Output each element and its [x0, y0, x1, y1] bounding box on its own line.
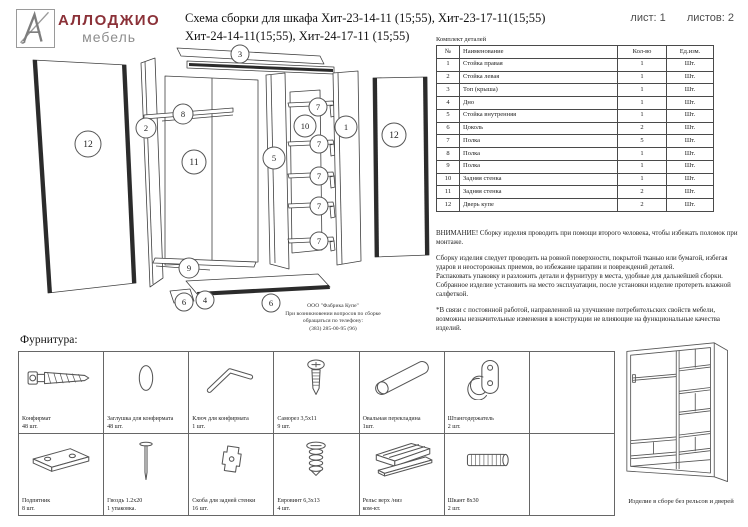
part-callout-number: 12 [389, 130, 399, 141]
left-door-panel [33, 60, 136, 293]
part-callout-number: 10 [300, 120, 310, 131]
hardware-cell-empty [530, 352, 615, 434]
table-row [437, 186, 714, 199]
hardware-item-screw [274, 352, 359, 434]
hardware-item-dowel [445, 434, 530, 516]
rod-holder-icon [445, 352, 529, 404]
hardware-item-name: Гвоздь 1.2х20 [107, 498, 143, 504]
hardware-item-qty: 2 шт. [447, 423, 461, 430]
table-cell: Полка [460, 135, 618, 148]
brand-subtitle: мебель [82, 29, 137, 45]
assembled-view-caption: Изделие в сборе без рельсов и дверей [628, 498, 734, 505]
table-row [437, 97, 714, 110]
table-row [437, 135, 714, 148]
foot-plate-icon [19, 434, 103, 486]
dowel-icon [445, 434, 529, 486]
hardware-item-qty: 16 шт. [192, 505, 209, 512]
assembly-notes [436, 230, 742, 341]
part-callout-number: 8 [180, 108, 186, 119]
table-cell: 5 [618, 135, 667, 148]
table-column-header: № [437, 46, 460, 59]
table-cell: 9 [437, 160, 460, 173]
table-cell: Топ (крыша) [460, 84, 618, 97]
title-line-2: Хит-24-14-11(15;55), Хит-24-17-11 (15;55) [185, 29, 410, 44]
hardware-item-euro-screw [274, 434, 359, 516]
table-cell: 1 [618, 71, 667, 84]
hardware-item-plug [104, 352, 189, 434]
table-cell: Задняя стенка [460, 173, 618, 186]
table-cell: 2 [437, 71, 460, 84]
parts-section [436, 36, 714, 212]
hardware-item-qty: 48 шт. [22, 423, 38, 430]
part-callout-number: 1 [343, 121, 349, 132]
part-callout-number: 7 [316, 138, 322, 149]
hardware-item-qty: 8 шт. [22, 505, 35, 512]
table-cell: Шт. [667, 186, 714, 199]
table-cell: 1 [618, 84, 667, 97]
bottom-panel [170, 274, 330, 303]
brand-name: АЛЛОДЖИО [58, 12, 161, 29]
table-cell: Шт. [667, 199, 714, 212]
table-cell: 2 [618, 186, 667, 199]
table-cell: Задняя стенка [460, 186, 618, 199]
screw-icon [274, 352, 358, 404]
right-stand-panel [333, 71, 361, 265]
table-cell: Шт. [667, 97, 714, 110]
table-row [437, 160, 714, 173]
table-cell: 1 [618, 173, 667, 186]
table-cell: Дно [460, 97, 618, 110]
sheets-total: листов: 2 [686, 12, 734, 24]
table-cell: Цоколь [460, 122, 618, 135]
hardware-item-foot-plate [19, 434, 104, 516]
table-cell: 11 [437, 186, 460, 199]
assembled-wardrobe-drawing [616, 340, 746, 492]
table-cell: 1 [618, 109, 667, 122]
hardware-item-qty: 4 шт. [277, 505, 291, 512]
manufacturer-note: ООО "Фабрика Купе" При возникновении вопросов по сборке обращаться по телефону: (383) 285-00-95 (96) [243, 303, 423, 333]
part-callout-number: 2 [143, 122, 149, 133]
assembled-view [616, 340, 746, 505]
hardware-item-qty: 1 шт. [192, 423, 206, 430]
part-callout-number: 12 [83, 139, 93, 150]
part-callout-number: 7 [316, 200, 322, 211]
table-row [437, 58, 714, 71]
nail-icon [104, 434, 188, 486]
part-callout-number: 4 [202, 294, 208, 305]
hardware-item-confirmat [19, 352, 104, 434]
hardware-item-name: Рельс верх /низ [362, 498, 402, 504]
table-column-header: Наименование [460, 46, 618, 59]
table-cell: 12 [437, 199, 460, 212]
confirmat-screw-icon [19, 352, 103, 404]
table-cell: 2 [618, 122, 667, 135]
hardware-item-hex-key [189, 352, 274, 434]
table-cell: Шт. [667, 71, 714, 84]
table-cell: Шт. [667, 109, 714, 122]
manufacturer-name: ООО "Фабрика Купе" [307, 303, 359, 309]
hardware-item-rail [360, 434, 445, 516]
sheet-info [630, 12, 734, 24]
table-cell: Шт. [667, 160, 714, 173]
hardware-item-name: Ключ для конфирмата [192, 416, 249, 422]
hardware-item-oval-rod [360, 352, 445, 434]
hardware-item-name: Евровинт 6,3х13 [277, 498, 320, 504]
rail-icon [360, 434, 444, 486]
left-stand-panel [141, 58, 163, 287]
hardware-item-name: Овальная перекладина [362, 416, 421, 422]
disclaimer-text: *В связи с постоянной работой, направленной на улучшение потребительских свойств мебели, возможны незначительные изменения в конструкции не влияющие на функциональные качества изделий. [436, 306, 720, 332]
hardware-item-qty: 1шт. [362, 423, 374, 430]
hardware-cell-empty [530, 434, 615, 516]
hardware-item-qty: ком-кт. [362, 505, 381, 512]
manufacturer-phone: (383) 285-00-95 (96) [309, 325, 357, 332]
hardware-item-name: Подпятник [22, 498, 51, 504]
title-line-1: Схема сборки для шкафа Хит-23-14-11 (15;55), Хит-23-17-11(15;55) [185, 11, 546, 25]
table-column-header: Кол-во [618, 46, 667, 59]
table-row [437, 122, 714, 135]
hardware-item-name: Шкант 8х30 [447, 498, 479, 504]
table-cell: Шт. [667, 58, 714, 71]
inner-stand-panel [266, 73, 289, 269]
table-cell: 3 [437, 84, 460, 97]
part-callout-number: 3 [237, 48, 243, 59]
table-cell: 10 [437, 173, 460, 186]
part-callout-number: 9 [186, 262, 192, 273]
table-cell: 7 [437, 135, 460, 148]
hardware-item-name: Скоба для задней стенки [192, 498, 256, 504]
table-cell: 4 [437, 97, 460, 110]
table-cell: Шт. [667, 148, 714, 161]
table-cell: Стойка внутренняя [460, 109, 618, 122]
table-row [437, 199, 714, 212]
hardware-item-name: Штангодержатель [447, 416, 494, 422]
sheet-number: лист: 1 [630, 12, 666, 24]
table-cell: 1 [618, 58, 667, 71]
table-cell: Стойка левая [460, 71, 618, 84]
euro-screw-icon [274, 434, 358, 486]
parts-table [436, 45, 714, 212]
table-cell: 6 [437, 122, 460, 135]
table-row [437, 109, 714, 122]
hardware-item-qty: 48 шт. [107, 423, 123, 430]
table-cell: Шт. [667, 135, 714, 148]
hardware-item-nail [104, 434, 189, 516]
hex-key-icon [189, 352, 273, 404]
top-panel [177, 48, 334, 74]
part-callout-number: 7 [316, 170, 322, 181]
hardware-item-qty: 9 шт. [277, 423, 291, 430]
part-callout-number: 5 [271, 152, 277, 163]
table-cell: 1 [618, 148, 667, 161]
assembly-diagram [0, 40, 430, 340]
part-callout-number: 7 [316, 235, 322, 246]
table-cell: Стойка правая [460, 58, 618, 71]
table-cell: 8 [437, 148, 460, 161]
hardware-item-name: Саморез 3,5х11 [277, 416, 317, 422]
table-cell: Шт. [667, 173, 714, 186]
hardware-item-qty: 2 шт. [447, 505, 461, 512]
table-cell: Шт. [667, 84, 714, 97]
table-cell: 5 [437, 109, 460, 122]
table-column-header: Ед.изм. [667, 46, 714, 59]
bracket-icon [189, 434, 273, 486]
part-callout-number: 6 [268, 297, 274, 308]
table-cell: Дверь купе [460, 199, 618, 212]
table-cell: 1 [618, 160, 667, 173]
table-cell: Шт. [667, 122, 714, 135]
oval-rod-icon [360, 352, 444, 404]
table-cell: 1 [618, 97, 667, 110]
table-row [437, 71, 714, 84]
hardware-grid [18, 351, 615, 516]
parts-table-body [437, 58, 714, 211]
part-callout-number: 11 [189, 157, 199, 168]
hardware-item-name: Конфирмат [22, 416, 51, 422]
hardware-item-rod-holder [445, 352, 530, 434]
table-row [437, 148, 714, 161]
warning-text: ВНИМАНИЕ! Сборку изделия проводить при помощи второго человека, чтобы избежать поломок при монтаже. [436, 230, 738, 246]
handling-text: Сборку изделия следует проводить на ровной поверхности, покрытой тканью или бумагой, избегая ударов и неосторожных приемов, во избежание царапин и повреждений деталей. Распаковать упаковку и разложить детали и фурнитуру в места, удобные для дальнейшей сборки. Собранное изделие установить на место эксплуатации, после установки изделие протереть влажной салфеткой. [436, 254, 731, 298]
hardware-item-name: Заглушка для конфирмата [107, 416, 174, 422]
table-cell: Полка [460, 148, 618, 161]
right-door-panel [373, 77, 429, 257]
parts-table-header-row [437, 46, 714, 59]
hardware-item-qty: 1 упаковка. [107, 505, 136, 512]
table-row [437, 173, 714, 186]
hardware-item-bracket [189, 434, 274, 516]
table-cell: Полка [460, 160, 618, 173]
table-cell: 1 [437, 58, 460, 71]
table-row [437, 84, 714, 97]
parts-table-caption: Комплект деталей [436, 36, 487, 43]
part-callout-number: 6 [181, 296, 187, 307]
table-cell: 2 [618, 199, 667, 212]
plug-icon [104, 352, 188, 404]
hardware-caption: Фурнитура: [20, 334, 78, 346]
part-callout-number: 7 [315, 101, 321, 112]
